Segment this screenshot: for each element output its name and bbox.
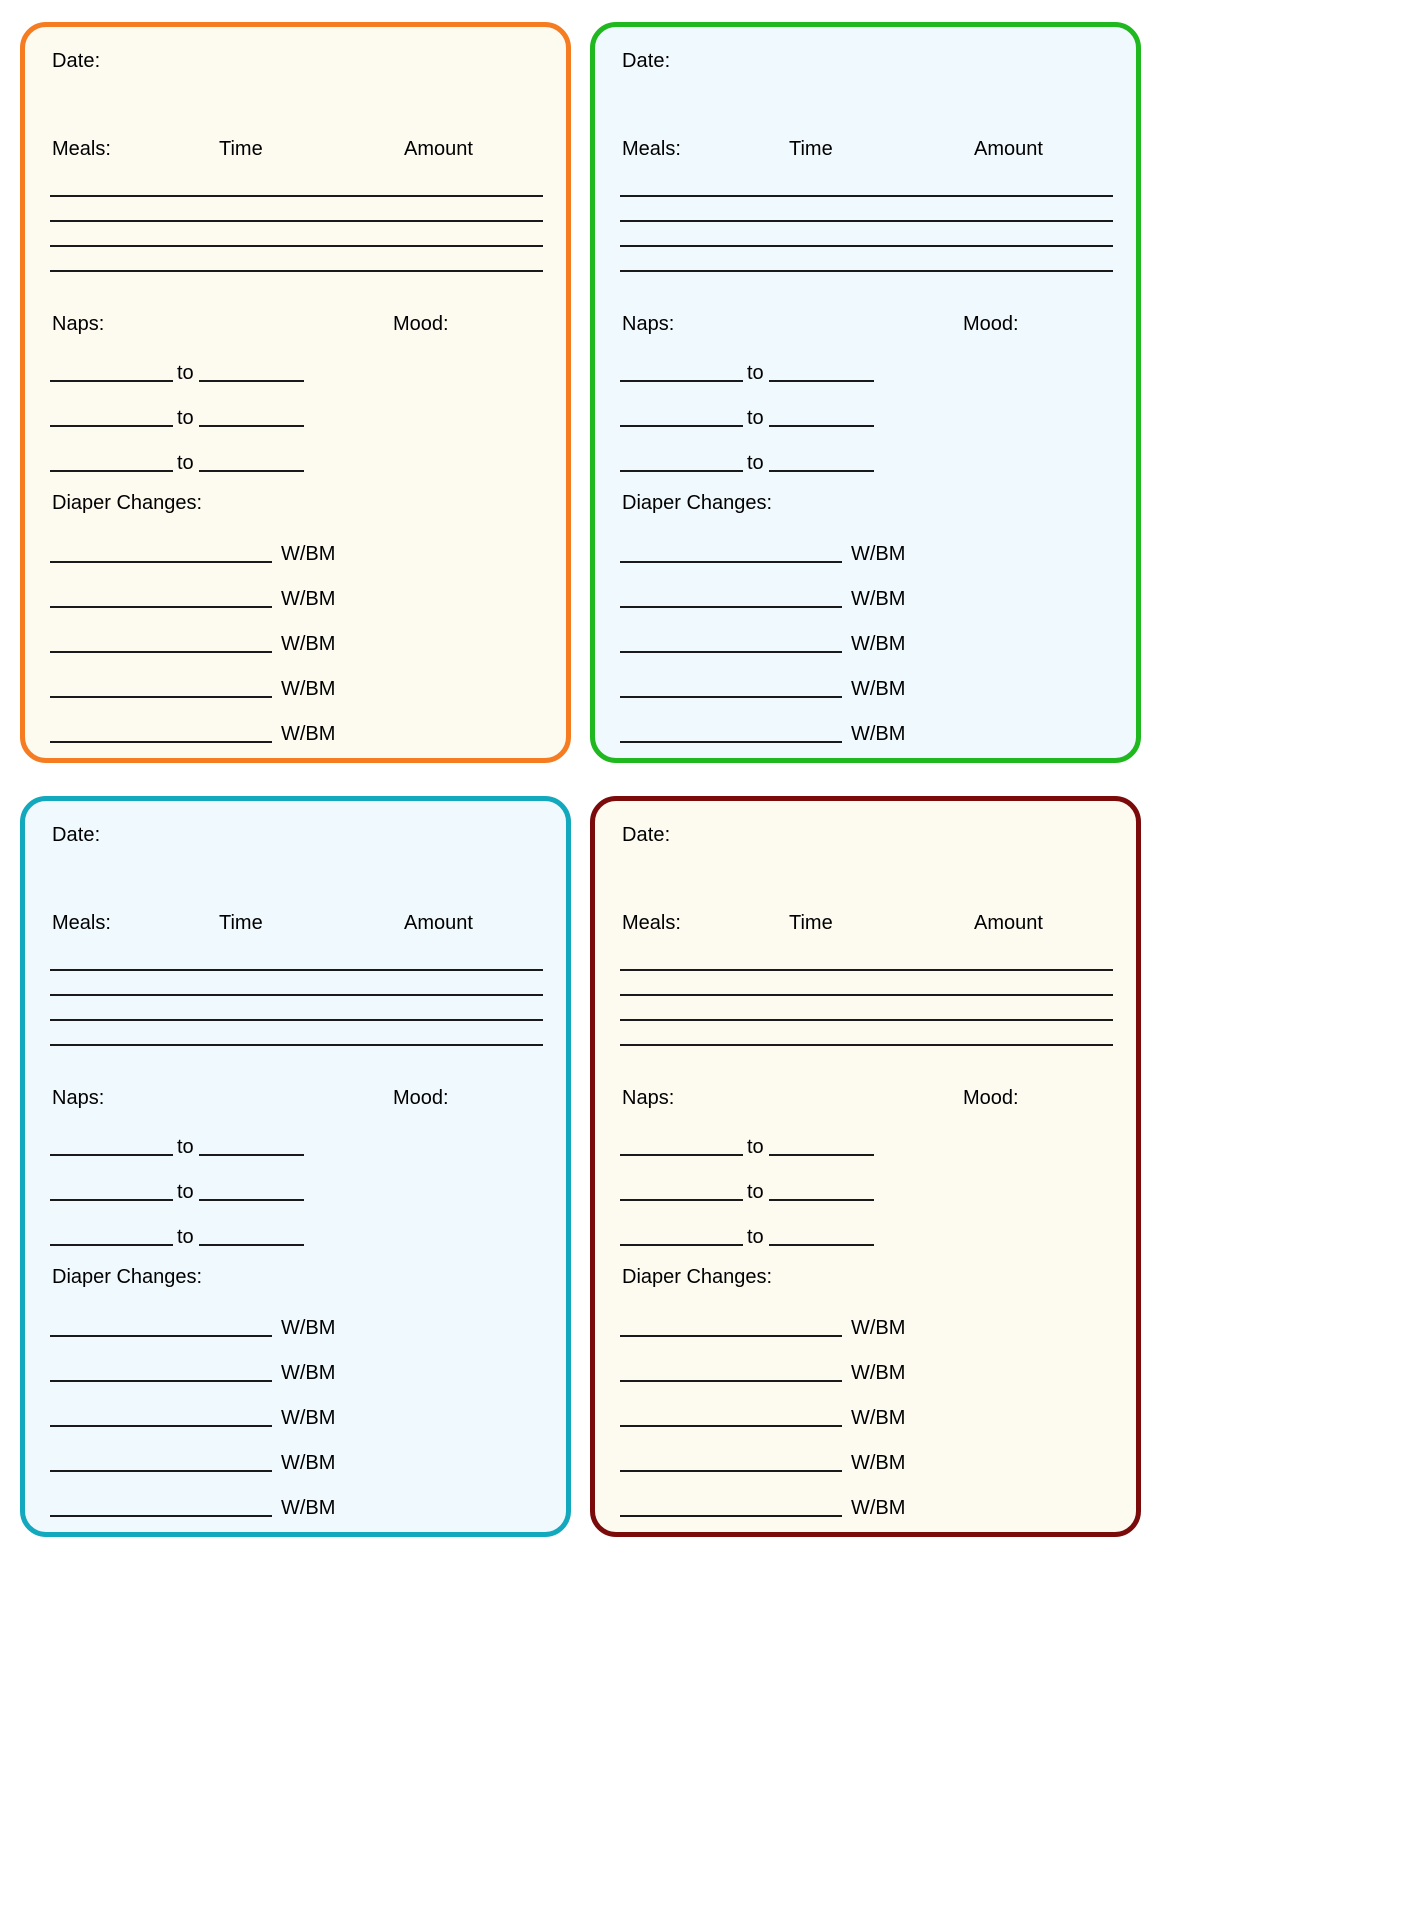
diaper-blank[interactable]: [620, 675, 842, 698]
mood-label: Mood:: [393, 1087, 449, 1109]
diaper-blank[interactable]: [50, 630, 272, 653]
meal-write-line[interactable]: [620, 245, 1113, 247]
nap-entry-row: [50, 1173, 350, 1201]
wbm-label: W/BM: [851, 678, 906, 700]
nap-to-label: to: [177, 407, 194, 429]
diaper-entry-row: [620, 715, 1090, 743]
nap-to-label: to: [747, 1181, 764, 1203]
wbm-label: W/BM: [281, 1452, 336, 1474]
nap-entry-list: [50, 354, 350, 472]
diaper-blank[interactable]: [50, 720, 272, 743]
diaper-entry-row: [620, 670, 1090, 698]
nap-end-blank[interactable]: [769, 359, 874, 382]
nap-end-blank[interactable]: [199, 1133, 304, 1156]
meal-write-line[interactable]: [50, 1044, 543, 1046]
amount-label: Amount: [404, 138, 473, 160]
nap-to-label: to: [177, 452, 194, 474]
meal-write-line[interactable]: [50, 969, 543, 971]
meal-write-line[interactable]: [620, 220, 1113, 222]
wbm-label: W/BM: [281, 1497, 336, 1519]
nap-to-label: to: [177, 1181, 194, 1203]
naps-header-row: [595, 1087, 1136, 1113]
naps-header-row: [25, 1087, 566, 1113]
nap-to-label: to: [177, 1226, 194, 1248]
naps-label: Naps:: [52, 1087, 105, 1109]
diaper-entry-row: [50, 625, 520, 653]
nap-end-blank[interactable]: [769, 1178, 874, 1201]
mood-label: Mood:: [963, 1087, 1019, 1109]
diaper-entry-row: [620, 625, 1090, 653]
wbm-label: W/BM: [851, 1407, 906, 1429]
wbm-label: W/BM: [281, 1362, 336, 1384]
date-label: Date:: [622, 824, 671, 846]
amount-label: Amount: [404, 912, 473, 934]
meals-label: Meals:: [622, 912, 681, 934]
daily-log-card: [20, 796, 571, 1537]
wbm-label: W/BM: [281, 723, 336, 745]
nap-end-blank[interactable]: [199, 404, 304, 427]
meal-write-line[interactable]: [620, 1044, 1113, 1046]
nap-start-blank[interactable]: [620, 404, 743, 427]
date-label: Date:: [52, 50, 101, 72]
diaper-entry-list: [50, 535, 520, 743]
meals-label: Meals:: [52, 138, 111, 160]
wbm-label: W/BM: [851, 1497, 906, 1519]
diaper-changes-label: Diaper Changes:: [622, 492, 773, 514]
nap-entry-row: [620, 1173, 920, 1201]
diaper-entry-row: [50, 1399, 520, 1427]
nap-start-blank[interactable]: [620, 449, 743, 472]
nap-start-blank[interactable]: [620, 359, 743, 382]
nap-to-label: to: [747, 1226, 764, 1248]
nap-to-label: to: [177, 1136, 194, 1158]
nap-entry-row: [620, 399, 920, 427]
amount-label: Amount: [974, 912, 1043, 934]
diaper-blank[interactable]: [620, 585, 842, 608]
nap-entry-row: [620, 354, 920, 382]
diaper-entry-row: [620, 1399, 1090, 1427]
diaper-blank[interactable]: [50, 585, 272, 608]
diaper-blank[interactable]: [620, 630, 842, 653]
diaper-entry-row: [50, 1309, 520, 1337]
meal-write-line[interactable]: [50, 195, 543, 197]
diaper-entry-row: [620, 580, 1090, 608]
wbm-label: W/BM: [851, 1362, 906, 1384]
nap-start-blank[interactable]: [620, 1133, 743, 1156]
diaper-blank[interactable]: [620, 720, 842, 743]
diaper-blank[interactable]: [620, 540, 842, 563]
card-content: [595, 801, 1136, 1532]
nap-end-blank[interactable]: [199, 449, 304, 472]
meals-header-row: [595, 912, 1136, 938]
diaper-blank[interactable]: [50, 1404, 272, 1427]
card-content: [25, 801, 566, 1532]
nap-end-blank[interactable]: [769, 1223, 874, 1246]
nap-entry-list: [620, 354, 920, 472]
meal-write-line[interactable]: [50, 994, 543, 996]
nap-start-blank[interactable]: [50, 359, 173, 382]
diaper-blank[interactable]: [620, 1314, 842, 1337]
meals-header-row: [25, 912, 566, 938]
diaper-entry-row: [620, 1489, 1090, 1517]
wbm-label: W/BM: [851, 633, 906, 655]
time-label: Time: [789, 138, 833, 160]
meal-write-line[interactable]: [620, 270, 1113, 272]
time-label: Time: [219, 138, 263, 160]
date-label: Date:: [52, 824, 101, 846]
nap-to-label: to: [177, 362, 194, 384]
diaper-entry-row: [50, 1354, 520, 1382]
diaper-blank[interactable]: [620, 1494, 842, 1517]
meals-label: Meals:: [622, 138, 681, 160]
diaper-blank[interactable]: [50, 540, 272, 563]
card-content: [25, 27, 566, 758]
diaper-blank[interactable]: [620, 1404, 842, 1427]
diaper-entry-row: [50, 670, 520, 698]
wbm-label: W/BM: [281, 1407, 336, 1429]
diaper-entry-row: [50, 1444, 520, 1472]
naps-label: Naps:: [52, 313, 105, 335]
diaper-entry-row: [50, 715, 520, 743]
meal-write-line[interactable]: [620, 1019, 1113, 1021]
meal-write-lines: [620, 969, 1113, 1046]
diaper-changes-label: Diaper Changes:: [52, 492, 203, 514]
diaper-blank[interactable]: [620, 1359, 842, 1382]
diaper-entry-row: [620, 1444, 1090, 1472]
wbm-label: W/BM: [851, 588, 906, 610]
meal-write-lines: [620, 195, 1113, 272]
wbm-label: W/BM: [281, 543, 336, 565]
meal-write-lines: [50, 969, 543, 1046]
diaper-blank[interactable]: [50, 1494, 272, 1517]
diaper-entry-row: [620, 1309, 1090, 1337]
naps-header-row: [595, 313, 1136, 339]
diaper-blank[interactable]: [50, 1359, 272, 1382]
nap-start-blank[interactable]: [50, 449, 173, 472]
diaper-blank[interactable]: [50, 675, 272, 698]
nap-start-blank[interactable]: [50, 404, 173, 427]
diaper-entry-row: [620, 535, 1090, 563]
nap-entry-row: [50, 1128, 350, 1156]
mood-label: Mood:: [393, 313, 449, 335]
nap-start-blank[interactable]: [50, 1223, 173, 1246]
wbm-label: W/BM: [851, 543, 906, 565]
diaper-blank[interactable]: [620, 1449, 842, 1472]
amount-label: Amount: [974, 138, 1043, 160]
meals-header-row: [595, 138, 1136, 164]
nap-end-blank[interactable]: [769, 1133, 874, 1156]
mood-label: Mood:: [963, 313, 1019, 335]
nap-to-label: to: [747, 452, 764, 474]
nap-entry-row: [50, 354, 350, 382]
nap-start-blank[interactable]: [50, 1178, 173, 1201]
wbm-label: W/BM: [851, 1317, 906, 1339]
diaper-entry-row: [50, 535, 520, 563]
nap-entry-row: [50, 1218, 350, 1246]
naps-label: Naps:: [622, 313, 675, 335]
diaper-entry-list: [620, 535, 1090, 743]
meal-write-line[interactable]: [620, 994, 1113, 996]
daily-log-card: [20, 22, 571, 763]
meals-header-row: [25, 138, 566, 164]
nap-to-label: to: [747, 1136, 764, 1158]
diaper-entry-row: [620, 1354, 1090, 1382]
nap-start-blank[interactable]: [620, 1223, 743, 1246]
nap-to-label: to: [747, 407, 764, 429]
meal-write-line[interactable]: [50, 1019, 543, 1021]
daily-log-card: [590, 22, 1141, 763]
diaper-entry-list: [620, 1309, 1090, 1517]
diaper-blank[interactable]: [50, 1449, 272, 1472]
meal-write-line[interactable]: [620, 195, 1113, 197]
time-label: Time: [789, 912, 833, 934]
time-label: Time: [219, 912, 263, 934]
wbm-label: W/BM: [851, 723, 906, 745]
nap-entry-row: [50, 399, 350, 427]
meals-label: Meals:: [52, 912, 111, 934]
meal-write-line[interactable]: [50, 245, 543, 247]
diaper-entry-row: [50, 580, 520, 608]
nap-entry-list: [620, 1128, 920, 1246]
diaper-entry-list: [50, 1309, 520, 1517]
nap-entry-row: [620, 1128, 920, 1156]
diaper-changes-label: Diaper Changes:: [52, 1266, 203, 1288]
meal-write-line[interactable]: [50, 220, 543, 222]
wbm-label: W/BM: [851, 1452, 906, 1474]
card-content: [595, 27, 1136, 758]
nap-end-blank[interactable]: [199, 1223, 304, 1246]
meal-write-lines: [50, 195, 543, 272]
diaper-changes-label: Diaper Changes:: [622, 1266, 773, 1288]
diaper-blank[interactable]: [50, 1314, 272, 1337]
meal-write-line[interactable]: [620, 969, 1113, 971]
nap-end-blank[interactable]: [199, 359, 304, 382]
date-label: Date:: [622, 50, 671, 72]
nap-entry-row: [50, 444, 350, 472]
nap-entry-row: [620, 444, 920, 472]
naps-header-row: [25, 313, 566, 339]
nap-end-blank[interactable]: [199, 1178, 304, 1201]
nap-start-blank[interactable]: [620, 1178, 743, 1201]
wbm-label: W/BM: [281, 633, 336, 655]
nap-end-blank[interactable]: [769, 449, 874, 472]
nap-start-blank[interactable]: [50, 1133, 173, 1156]
wbm-label: W/BM: [281, 1317, 336, 1339]
nap-end-blank[interactable]: [769, 404, 874, 427]
nap-to-label: to: [747, 362, 764, 384]
daily-log-card: [590, 796, 1141, 1537]
wbm-label: W/BM: [281, 678, 336, 700]
diaper-entry-row: [50, 1489, 520, 1517]
nap-entry-row: [620, 1218, 920, 1246]
naps-label: Naps:: [622, 1087, 675, 1109]
nap-entry-list: [50, 1128, 350, 1246]
meal-write-line[interactable]: [50, 270, 543, 272]
wbm-label: W/BM: [281, 588, 336, 610]
